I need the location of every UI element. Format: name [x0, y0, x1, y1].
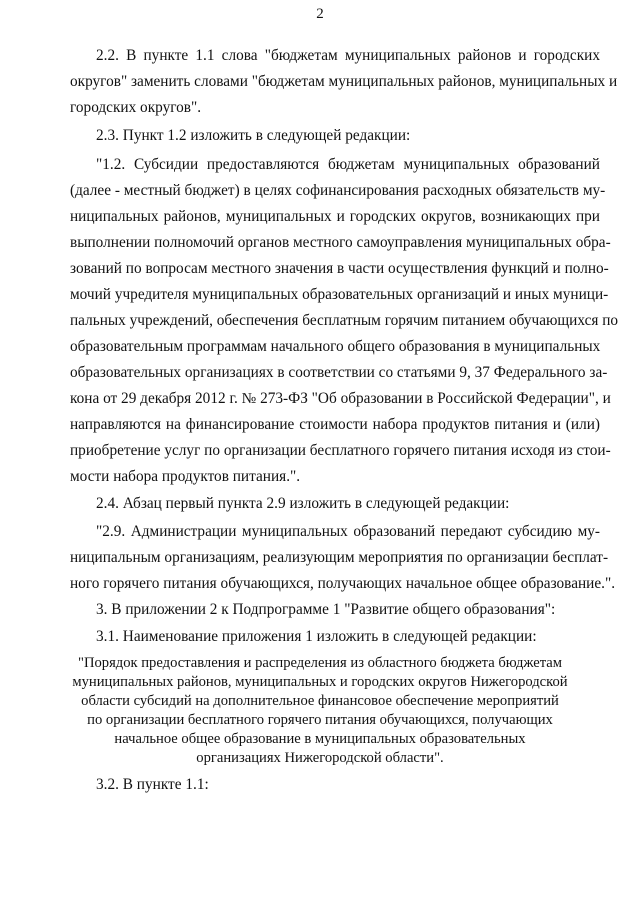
- text-line: (далее - местный бюджет) в целях софинансирования расходных обязательств му-: [70, 182, 606, 199]
- text-line: мочий учредителя муниципальных образовательных организаций и иных муници-: [70, 286, 609, 303]
- text-line: 2.3. Пункт 1.2 изложить в следующей редакции:: [96, 127, 411, 144]
- heading-line: начальное общее образование в муниципальных образовательных: [114, 731, 526, 747]
- text-line: направляются на финансирование стоимости набора продуктов питания и (или): [70, 416, 600, 433]
- heading-line: "Порядок предоставления и распределения из областного бюджета бюджетам: [77, 655, 562, 671]
- heading-line: по организации бесплатного горячего питания обучающихся, получающих: [87, 712, 553, 728]
- text-line: образовательным программам начального общего образования в муниципальных: [70, 338, 601, 355]
- text-line: "2.9. Администрации муниципальных образований передают субсидию му-: [96, 523, 600, 540]
- text-line: 3.1. Наименование приложения 1 изложить в следующей редакции:: [96, 628, 537, 645]
- text-line: 3. В приложении 2 к Подпрограмме 1 "Развитие общего образования":: [96, 601, 556, 618]
- page-number: 2: [316, 6, 324, 22]
- heading-line: муниципальных районов, муниципальных и городских округов Нижегородской: [72, 674, 568, 690]
- text-line: округов" заменить словами "бюджетам муниципальных районов, муниципальных и: [70, 73, 618, 90]
- text-line: ниципальным организациям, реализующим мероприятия по организации бесплат-: [70, 549, 609, 566]
- text-line: 2.2. В пункте 1.1 слова "бюджетам муниципальных районов и городских: [96, 47, 600, 64]
- text-line: кона от 29 декабря 2012 г. № 273-ФЗ "Об образовании в Российской Федерации", и: [70, 390, 611, 407]
- text-line: ниципальных районов, муниципальных и городских округов, возникающих при: [70, 208, 600, 225]
- text-line: образовательных организациях в соответствии со статьями 9, 37 Федерального за-: [70, 364, 608, 381]
- heading-line: организациях Нижегородской области".: [196, 750, 444, 766]
- text-line: приобретение услуг по организации бесплатного горячего питания исходя из стои-: [70, 442, 611, 459]
- text-line: выполнении полномочий органов местного самоуправления муниципальных обра-: [70, 234, 611, 251]
- text-line: мости набора продуктов питания.".: [70, 468, 301, 485]
- text-line: пальных учреждений, обеспечения бесплатным горячим питанием обучающихся по: [70, 312, 619, 329]
- text-line: 3.2. В пункте 1.1:: [96, 776, 209, 793]
- text-line: городских округов".: [70, 99, 202, 116]
- heading-line: области субсидий на дополнительное финансовое обеспечение мероприятий: [81, 693, 559, 709]
- text-line: "1.2. Субсидии предоставляются бюджетам муниципальных образований: [96, 156, 600, 173]
- text-line: зований по вопросам местного значения в части осуществления функций и полно-: [70, 260, 609, 277]
- text-line: 2.4. Абзац первый пункта 2.9 изложить в следующей редакции:: [96, 495, 510, 512]
- text-line: ного горячего питания обучающихся, получающих начальное общее образование.".: [70, 575, 616, 592]
